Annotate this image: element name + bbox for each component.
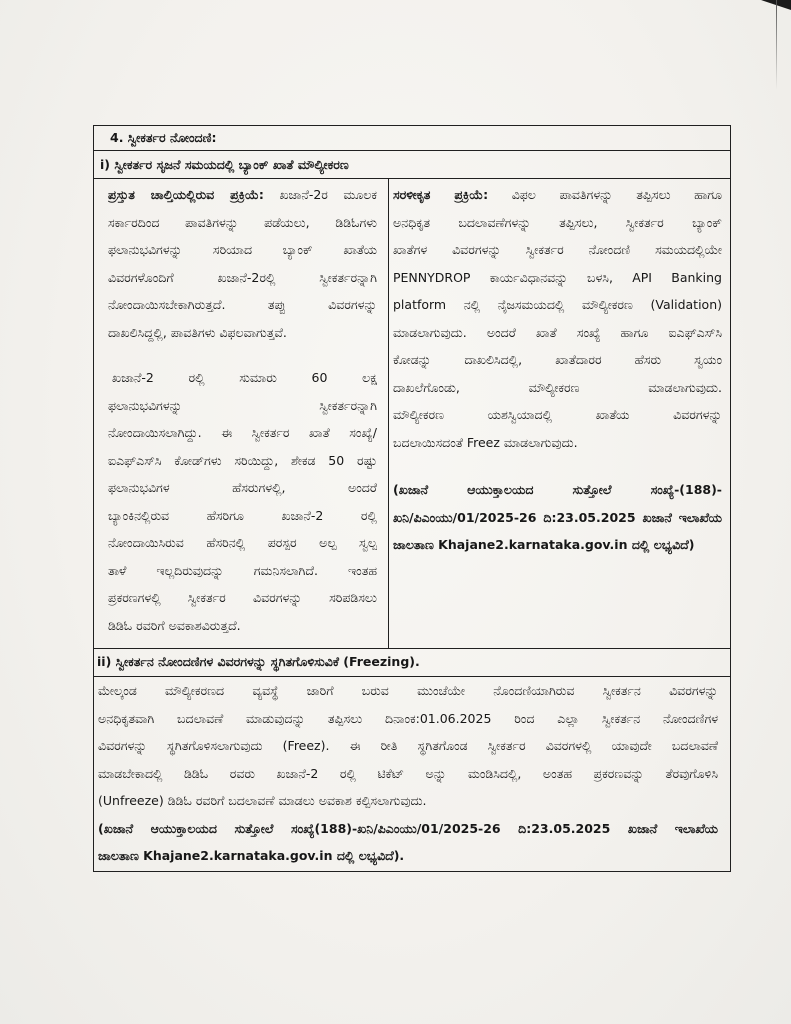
text-line: ಮೇಲ್ಕಂಡ ಮೌಲ್ಯೀಕರಣದ ವ್ಯವಸ್ಥೆ ಜಾರಿಗೆ ಬರುವ ಮುಂಚೆಯೇ ನೊಂದಣಿಯಾಗಿರುವ ಸ್ವೀಕರ್ತನ ವಿವರಗಳನ್ನು bbox=[98, 683, 718, 698]
text-line: ಡಿಡಿಓ ರವರಿಗೆ ಅವಕಾಶವಿರುತ್ತದೆ. bbox=[108, 617, 241, 633]
freezing-body-paragraph bbox=[98, 677, 718, 815]
text-line: ಖಜಾನೆ-2 ರಲ್ಲಿ ಸುಮಾರು 60 ಲಕ್ಷ bbox=[112, 370, 377, 385]
simplified-process-first-line-text: ವಿಫಲ ಪಾವತಿಗಳನ್ನು ತಪ್ಪಿಸಲು ಹಾಗೂ bbox=[511, 187, 722, 202]
text-line: ಫಲಾನುಭವಿಗಳನ್ನು ಸರಿಯಾದ ಬ್ಯಾಂಕ್ ಖಾತೆಯ bbox=[108, 242, 377, 257]
text-line: ಜಾಲತಾಣ Khajane2.karnataka.gov.in ದಲ್ಲಿ ಲಭ್ಯವಿದೆ) bbox=[393, 537, 695, 552]
subsection-1-title: i) ಸ್ವೀಕರ್ತರ ಸೃಜನೆ ಸಮಯದಲ್ಲಿ ಬ್ಯಾಂಕ್ ಖಾತೆ ಮೌಲ್ಯೀಕರಣ bbox=[100, 157, 349, 172]
text-line: ಜಾಲತಾಣ Khajane2.karnataka.gov.in ದಲ್ಲಿ ಲಭ್ಯವಿದೆ). bbox=[98, 848, 405, 863]
text-line: ಫಲಾನುಭವಿಗಳ ಹೆಸರುಗಳಲ್ಲಿ, ಅಂದರೆ bbox=[108, 480, 377, 495]
text-line: ಪ್ರಕರಣಗಳಲ್ಲಿ ಸ್ವೀಕರ್ತರ ವಿವರಗಳನ್ನು ಸರಿಪಡಿಸಲು bbox=[108, 590, 377, 605]
table-border-right bbox=[730, 125, 731, 872]
text-line: ದಾಖಲಿಸಿದ್ದಲ್ಲಿ, ಪಾವತಿಗಳು ವಿಫಲವಾಗುತ್ತವೆ. bbox=[108, 324, 287, 340]
text-line: ಫಲಾನುಭವಿಗಳನ್ನು ಸ್ವೀಕರ್ತರನ್ನಾಗಿ bbox=[108, 397, 377, 413]
simplified-process-first-line bbox=[393, 181, 722, 209]
subsection-2-title: ii) ಸ್ವೀಕರ್ತನ ನೋಂದಣಿಗಳ ವಿವರಗಳನ್ನು ಸ್ಥಗಿತಗೊಳಿಸುವಿಕೆ (Freezing). bbox=[97, 654, 420, 669]
table-border-bottom bbox=[93, 871, 731, 872]
text-line: ಖಾತೆಗಳ ವಿವರಗಳನ್ನು ಸ್ವೀಕರ್ತರ ನೋಂದಣಿ ಸಮಯದಲ್ಲಿಯೇ bbox=[393, 242, 722, 257]
text-line: (ಖಜಾನೆ ಆಯುಕ್ತಾಲಯದ ಸುತ್ತೋಲೆ ಸಂಖ್ಯೆ(188)-ಖನಿ/ಪಿಎಂಯು/01/2025-26 ದಿ:23.05.2025 ಖಜಾನೆ ಇಲಾಖೆಯ bbox=[98, 820, 718, 836]
text-line: PENNYDROP ಕಾರ್ಯವಿಧಾನವನ್ನು ಬಳಸಿ, API Banking bbox=[393, 269, 722, 285]
text-line: ತಾಳೆ ಇಲ್ಲದಿರುವುದನ್ನು ಗಮನಿಸಲಾಗಿದೆ. ಇಂತಹ bbox=[108, 562, 377, 578]
text-line: ವಿವರಗಳೊಂದಿಗೆ ಖಜಾನೆ-2ರಲ್ಲಿ ಸ್ವೀಕರ್ತರನ್ನಾಗಿ bbox=[108, 269, 377, 285]
text-line: ಮಾಡಲಾಗುವುದು. ಅಂದರೆ ಖಾತೆ ಸಂಖ್ಯೆ ಹಾಗೂ ಐಎಫ್‌ಎಸ್‌ಸಿ bbox=[393, 324, 722, 340]
current-process-first-line-text: ಖಜಾನೆ-2ರ ಮೂಲಕ bbox=[279, 187, 377, 202]
current-process-first-line bbox=[108, 181, 377, 209]
freezing-circular-reference bbox=[98, 815, 718, 870]
text-line: ಐಎಫ್‌ಎಸ್‌ಸಿ ಕೋಡ್‌ಗಳು ಸರಿಯಿದ್ದು, ಶೇಕಡ 50 ರಷ್ಟು bbox=[108, 452, 377, 468]
text-line: ಸರ್ಕಾರದಿಂದ ಪಾವತಿಗಳನ್ನು ಪಡೆಯಲು, ಡಿಡಿಓಗಳು bbox=[108, 214, 377, 230]
simplified-process-label: ಸರಳೀಕೃತ ಪ್ರಕ್ರಿಯೆ: bbox=[393, 187, 489, 202]
simplified-process-paragraph bbox=[393, 181, 722, 456]
text-line: ನೋಂದಾಯಿಸಲಾಗಿದ್ದು. ಈ ಸ್ವೀಕರ್ತರ ಖಾತೆ ಸಂಖ್ಯೆ/ bbox=[108, 425, 377, 440]
text-line: ಅನಧಿಕೃತವಾಗಿ ಬದಲಾವಣೆ ಮಾಡುವುದನ್ನು ತಪ್ಪಿಸಲು ದಿನಾಂಕ:01.06.2025 ರಿಂದ ಎಲ್ಲಾ ಸ್ವೀಕರ್ತನ ನೋಂದಣಿಗಳ bbox=[98, 710, 718, 726]
text-line: ವಿವರಗಳನ್ನು ಸ್ಥಗಿತಗೊಳಿಸಲಾಗುವುದು (Freez). ಈ ರೀತಿ ಸ್ಥಗಿತಗೊಂಡ ಸ್ವೀಕರ್ತರ ವಿವರಗಳಲ್ಲಿ ಯಾವುದೇ ಬದಲಾವಣೆ bbox=[98, 738, 718, 753]
text-line: ದಾಖಲೆಗೊಂಡು, ಮೌಲ್ಯೀಕರಣ ಮಾಡಲಾಗುವುದು. bbox=[393, 379, 722, 395]
simplified-process-circular-reference bbox=[393, 476, 722, 559]
current-process-paragraph-1 bbox=[108, 181, 377, 346]
text-line: (ಖಜಾನೆ ಆಯುಕ್ತಾಲಯದ ಸುತ್ತೋಲೆ ಸಂಖ್ಯೆ-(188)- bbox=[393, 482, 722, 497]
text-line: platform ನಲ್ಲಿ ನೈಜಸಮಯದಲ್ಲಿ ಮೌಲ್ಯೀಕರಣ (Validation) bbox=[393, 297, 722, 312]
freezing-body-cell bbox=[94, 677, 730, 871]
text-line: ಖನಿ/ಪಿಎಂಯು/01/2025-26 ದಿ:23.05.2025 ಖಜಾನೆ ಇಲಾಖೆಯ bbox=[393, 509, 722, 525]
current-process-cell bbox=[94, 179, 388, 648]
text-line: ನೋಂದಾಯಿಸಬೇಕಾಗಿರುತ್ತದೆ. ತಪ್ಪು ವಿವರಗಳನ್ನು bbox=[108, 297, 377, 312]
text-line: ಕೋಡನ್ನು ದಾಖಲಿಸಿದಲ್ಲಿ, ಖಾತೆದಾರರ ಹೆಸರು ಸ್ವಯಂ bbox=[393, 352, 722, 367]
current-process-paragraph-2 bbox=[108, 364, 377, 639]
text-line: (Unfreeze) ಡಿಡಿಓ ರವರಿಗೆ ಬದಲಾವಣೆ ಮಾಡಲು ಅವಕಾಶ ಕಲ್ಪಿಸಲಾಗುವುದು. bbox=[98, 793, 427, 808]
text-line: ಮಾಡಬೇಕಾದಲ್ಲಿ ಡಿಡಿಓ ರವರು ಖಜಾನೆ-2 ರಲ್ಲಿ ಟಿಕೆಟ್ ಅನ್ನು ಮಂಡಿಸಿದಲ್ಲಿ, ಅಂತಹ ಪ್ರಕರಣವನ್ನು ತೆರವುಗೊಳಿಸಿ bbox=[98, 765, 718, 781]
text-line: ಬದಲಾಯಿಸದಂತೆ Freez ಮಾಡಲಾಗುವುದು. bbox=[393, 434, 578, 450]
section-heading: 4. ಸ್ವೀಕರ್ತರ ನೋಂದಣಿ: bbox=[110, 130, 217, 145]
text-line: ಅನಧಿಕೃತ ಬದಲಾವಣೆಗಳನ್ನು ತಪ್ಪಿಸಲು, ಸ್ವೀಕರ್ತರ ಬ್ಯಾಂಕ್ bbox=[393, 214, 722, 230]
text-line: ಬ್ಯಾಂಕಿನಲ್ಲಿರುವ ಹೆಸರಿಗೂ ಖಜಾನೆ-2 ರಲ್ಲಿ bbox=[108, 507, 377, 523]
text-line: ನೋಂದಾಯಿಸಿರುವ ಹೆಸರಿನಲ್ಲಿ ಪರಸ್ಪರ ಅಲ್ಪ ಸ್ವಲ್ಪ bbox=[108, 535, 377, 550]
simplified-process-cell bbox=[389, 179, 730, 648]
current-process-label: ಪ್ರಸ್ತುತ ಚಾಲ್ತಿಯಲ್ಲಿರುವ ಪ್ರಕ್ರಿಯೆ: bbox=[108, 187, 264, 202]
scan-edge-line bbox=[776, 0, 777, 90]
text-line: ಮೌಲ್ಯೀಕರಣ ಯಶಸ್ವಿಯಾದಲ್ಲಿ ಖಾತೆಯ ವಿವರಗಳನ್ನು bbox=[393, 407, 722, 422]
